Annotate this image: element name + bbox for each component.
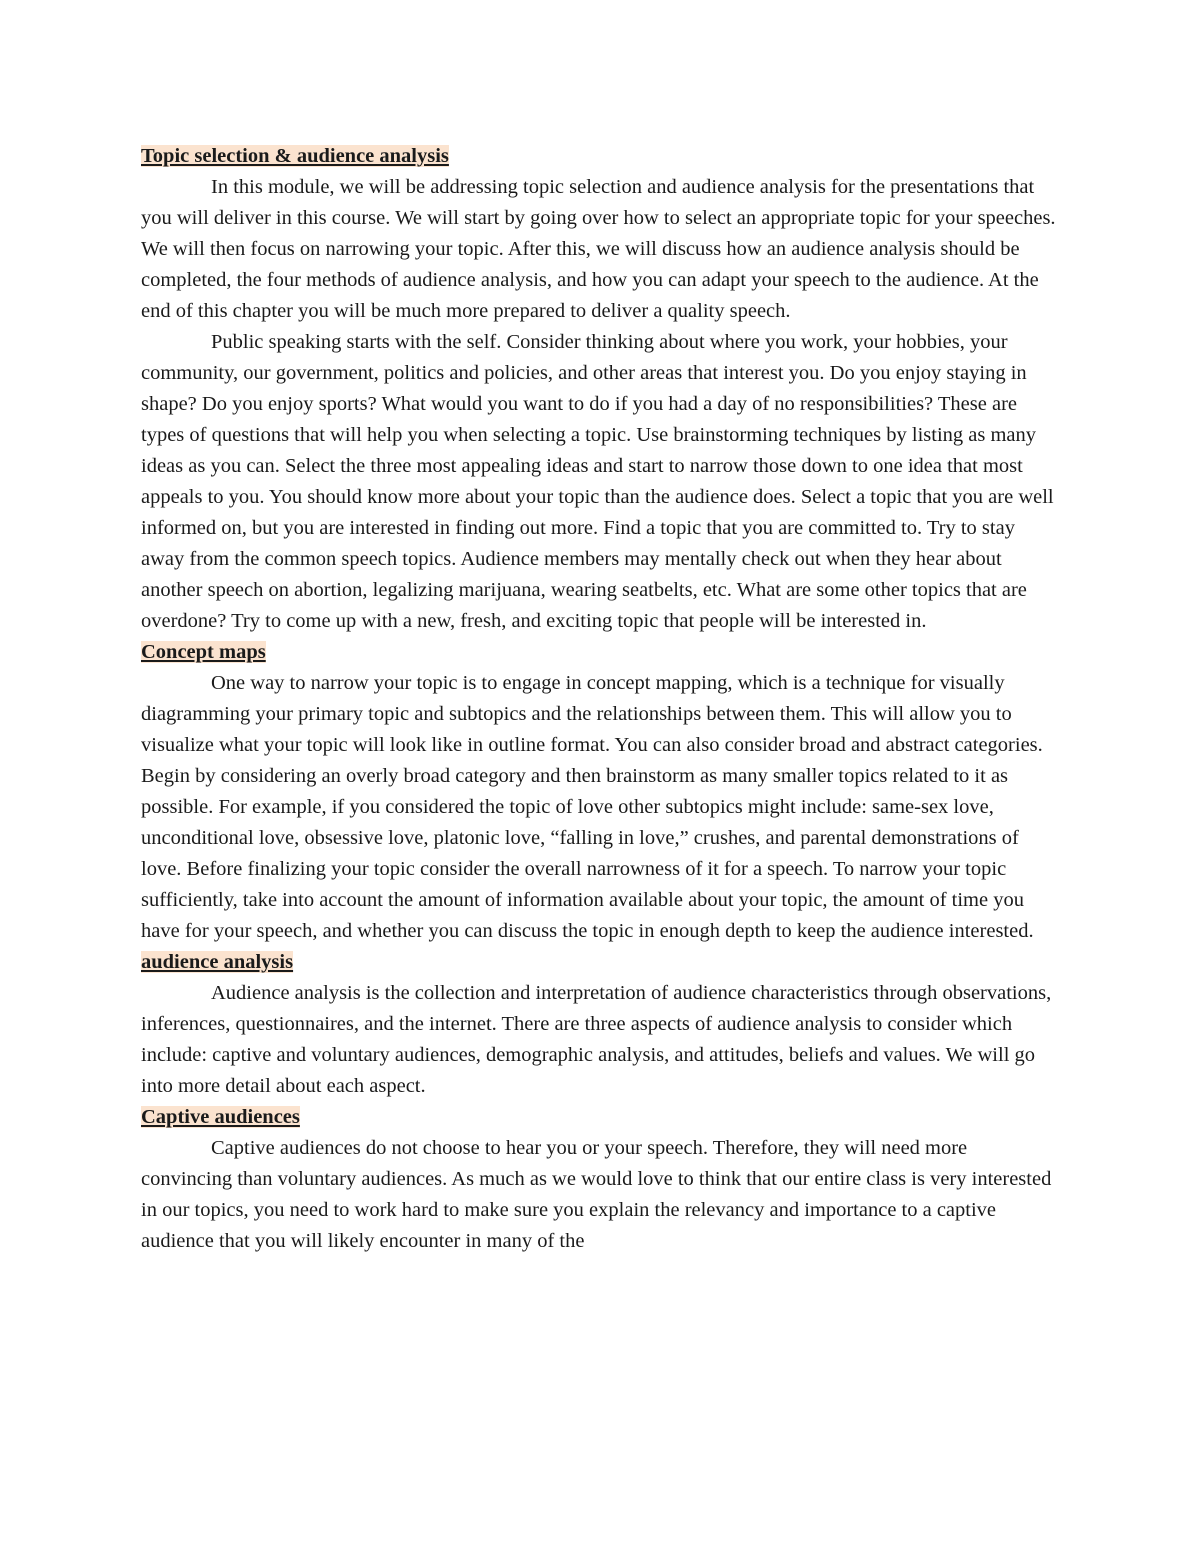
document-page <box>141 141 1061 1257</box>
section-heading-audience-analysis: audience analysis <box>141 951 294 973</box>
paragraph-topic-intro: In this module, we will be addressing topic selection and audience analysis for the presentations that you will deliver in this course. We will start by going over how to select an appropriate topic for your speeches. We will then focus on narrowing your topic. After this, we will discuss how an audience analysis should be completed, the four methods of audience analysis, and how you can adapt your speech to the audience. At the end of this chapter you will be much more prepared to deliver a quality speech. <box>141 176 1056 322</box>
section-heading-concept-maps: Concept maps <box>141 641 266 663</box>
section-heading-captive-audiences: Captive audiences <box>141 1106 300 1128</box>
section-heading-topic-selection: Topic selection & audience analysis <box>141 145 449 167</box>
paragraph-captive-audiences: Captive audiences do not choose to hear you or your speech. Therefore, they will need more convincing than voluntary audiences. As much as we would love to think that our entire class is very interested in our topics, you need to work hard to make sure you explain the relevancy and importance to a captive audience that you will likely encounter in many of the <box>141 1137 1052 1252</box>
paragraph-audience-analysis: Audience analysis is the collection and interpretation of audience characteristics through observations, inferences, questionnaires, and the internet. There are three aspects of audience analysis to consider which include: captive and voluntary audiences, demographic analysis, and attitudes, beliefs and values. We will go into more detail about each aspect. <box>141 982 1052 1097</box>
paragraph-concept-maps: One way to narrow your topic is to engage in concept mapping, which is a technique for visually diagramming your primary topic and subtopics and the relationships between them. This will allow you to visualize what your topic will look like in outline format. You can also consider broad and abstract categories. Begin by considering an overly broad category and then brainstorm as many smaller topics related to it as possible. For example, if you considered the topic of love other subtopics might include: same-sex love, unconditional love, obsessive love, platonic love, “falling in love,” crushes, and parental demonstrations of love. Before finalizing your topic consider the overall narrowness of it for a speech. To narrow your topic sufficiently, take into account the amount of information available about your topic, the amount of time you have for your speech, and whether you can discuss the topic in enough depth to keep the audience interested. <box>141 672 1043 942</box>
paragraph-public-speaking: Public speaking starts with the self. Consider thinking about where you work, your hobbies, your community, our government, politics and policies, and other areas that interest you. Do you enjoy staying in shape? Do you enjoy sports? What would you want to do if you had a day of no responsibilities? These are types of questions that will help you when selecting a topic. Use brainstorming techniques by listing as many ideas as you can. Select the three most appealing ideas and start to narrow those down to one idea that most appeals to you. You should know more about your topic than the audience does. Select a topic that you are well informed on, but you are interested in finding out more. Find a topic that you are committed to. Try to stay away from the common speech topics. Audience members may mentally check out when they hear about another speech on abortion, legalizing marijuana, wearing seatbelts, etc. What are some other topics that are overdone? Try to come up with a new, fresh, and exciting topic that people will be interested in. <box>141 331 1054 632</box>
